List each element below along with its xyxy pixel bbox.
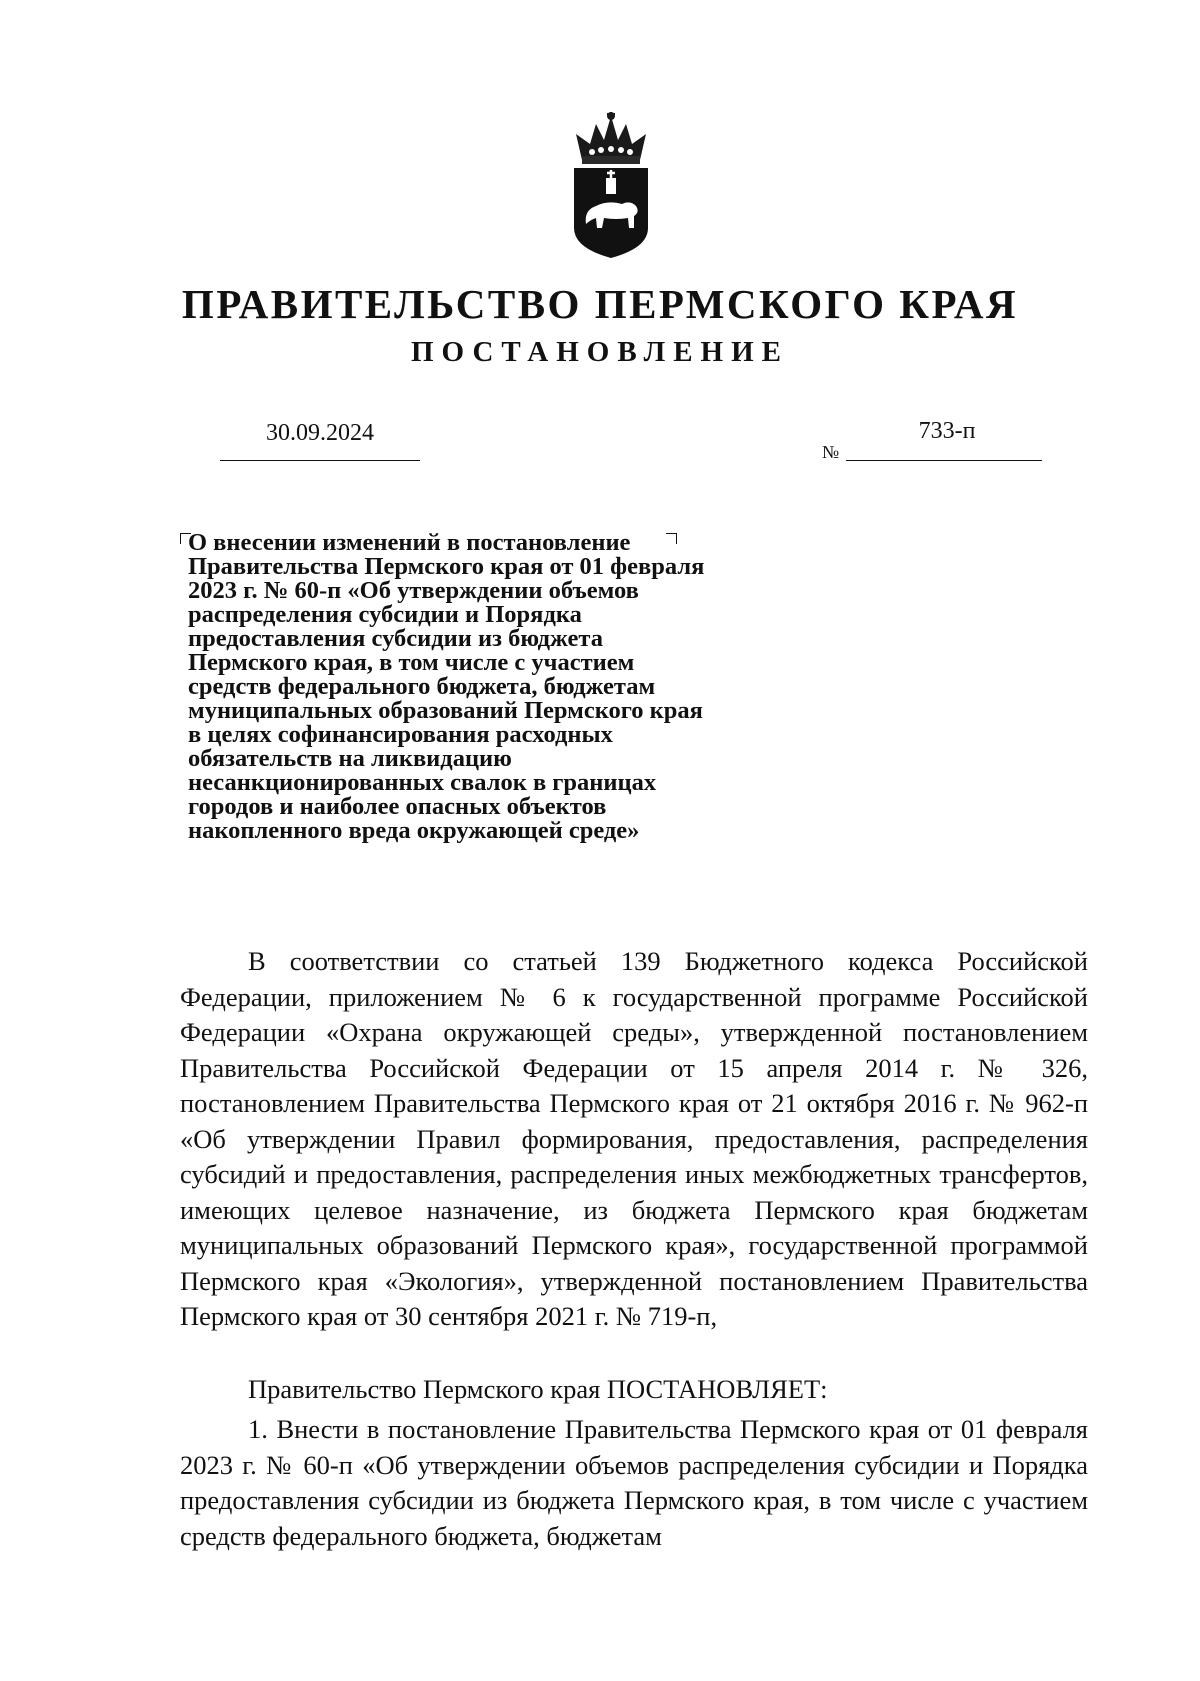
perm-krai-coat-of-arms-icon <box>568 112 654 260</box>
document-type-title: ПОСТАНОВЛЕНИЕ <box>410 336 789 368</box>
resolution-paragraph: Правительство Пермского края ПОСТАНОВЛЯЕТ: <box>248 1374 828 1404</box>
document-number: 733-п <box>918 418 976 444</box>
date-underline <box>220 460 420 461</box>
organization-title: ПРАВИТЕЛЬСТВО ПЕРМСКОГО КРАЯ <box>181 281 1019 327</box>
number-underline <box>846 460 1042 461</box>
number-sign: № <box>822 442 840 462</box>
clause-1-paragraph: 1. Внести в постановление Правительства Пермского края от 01 февраля 2023 г. № 60-п «Об утверждении объемов распределения субсидии и Порядка предоставления субсидии из бюджета Пермского края, в том числе с участием средств федерального бюджета, бюджетам <box>180 1414 1088 1551</box>
preamble-paragraph: В соответствии со статьей 139 Бюджетного кодекса Российской Федерации, приложением № 6 к государственной программе Российской Федерации «Охрана окружающей среды», утвержденной постановлением Правительства Российской Федерации от 15 апреля 2014 г. № 326, постановлением Правительства Пермского края от 21 октября 2016 г. № 962-п «Об утверждении Правил формирования, предоставления, распределения субсидий и предоставления, распределения иных межбюджетных трансфертов, имеющих целевое назначение, из бюджета Пермского края бюджетам муниципальных образований Пермского края», государственной программой Пермского края «Экология», утвержденной постановлением Правительства Пермского края от 30 сентября 2021 г. № 719-п, <box>180 946 1088 1331</box>
document-date: 30.09.2024 <box>266 420 374 446</box>
document-subject: О внесении изменений в постановление Правительства Пермского края от 01 февраля 2023 г. № 60-п «Об утверждении объемов распределения субсидии и Порядка предоставления субсидии из бюджета Пермского края, в том числе с участием средств федерального бюджета, бюджетам муниципальных образований Пермского края в целях софинансирования расходных обязательств на ликвидацию несанкционированных свалок в границах городов и наиболее опасных объектов накопленного вреда окружающей среде» <box>188 529 705 844</box>
